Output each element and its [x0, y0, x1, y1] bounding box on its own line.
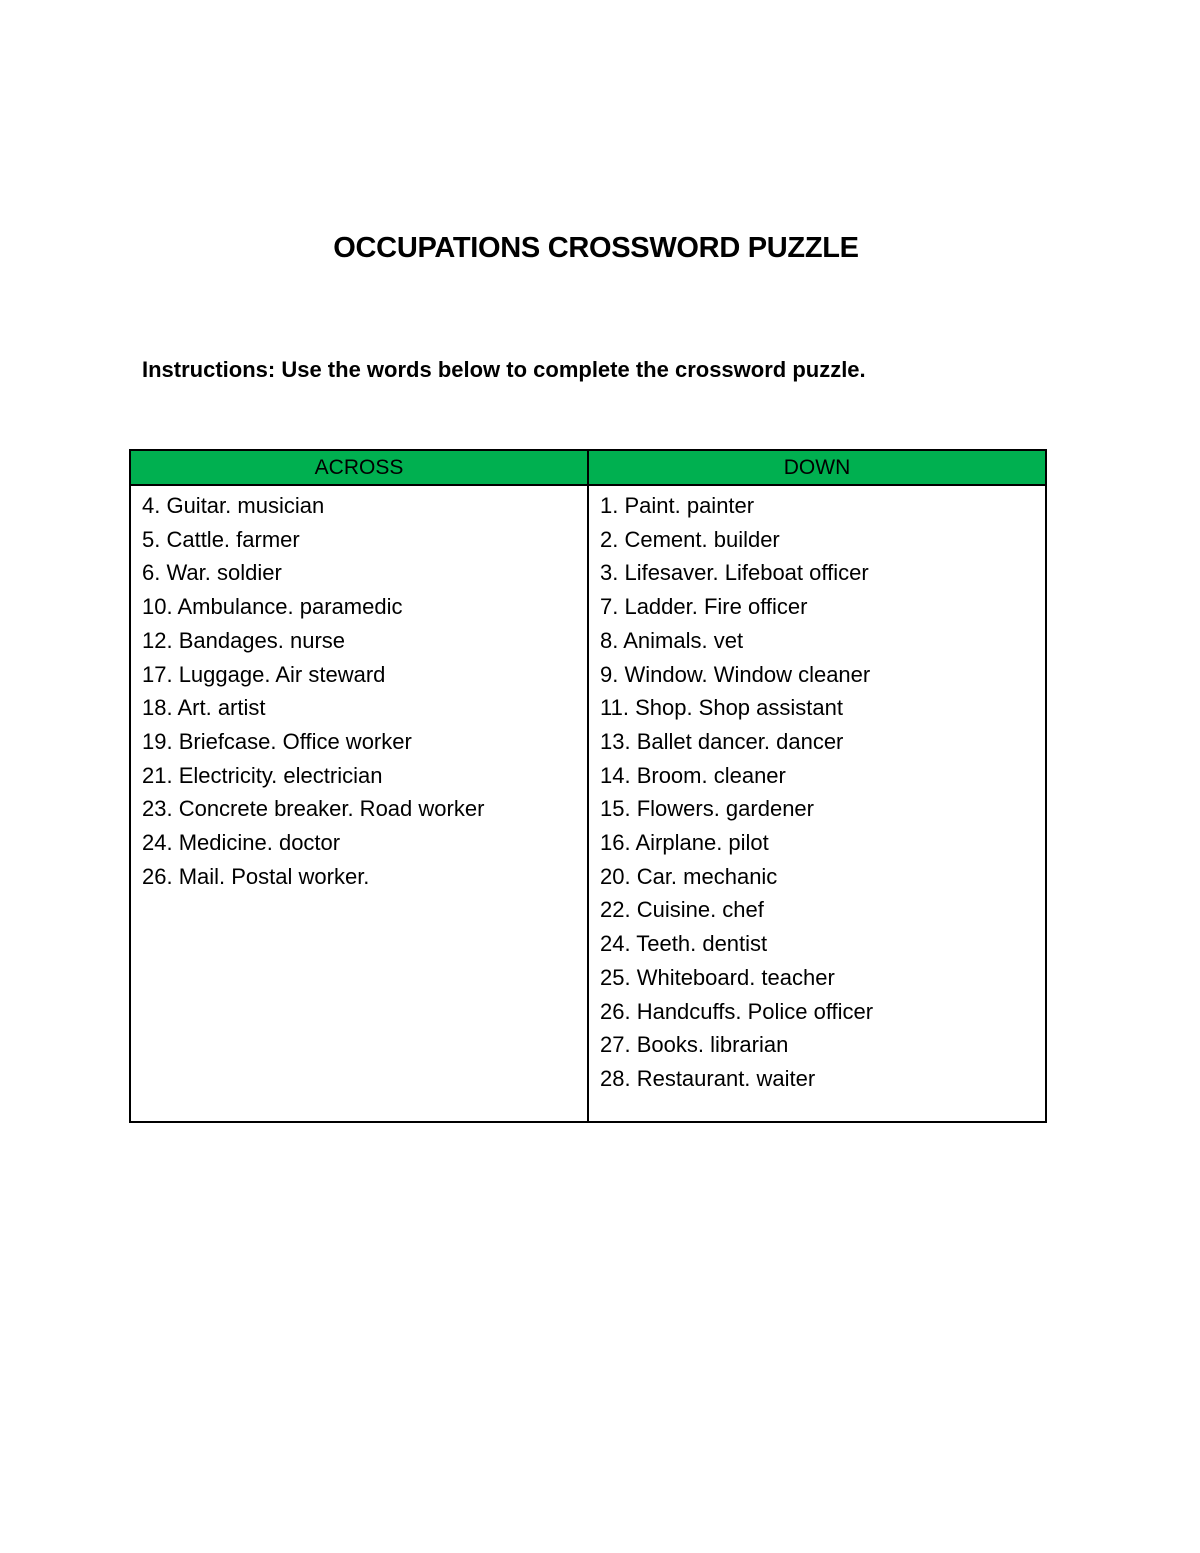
- down-clue: 1. Paint. painter: [600, 493, 755, 518]
- down-clue: 28. Restaurant. waiter: [600, 1065, 816, 1091]
- down-clue: 16. Airplane. pilot: [600, 830, 769, 856]
- clue-table: [129, 449, 1047, 1123]
- down-clue: 7. Ladder. Fire officer: [600, 594, 808, 620]
- across-clue: 5. Cattle. farmer: [142, 526, 300, 552]
- down-clue: 26. Handcuffs. Police officer: [600, 998, 874, 1024]
- across-clue: 10. Ambulance. paramedic: [142, 594, 403, 620]
- down-clue: 9. Window. Window cleaner: [600, 661, 871, 687]
- across-clue: 6. War. soldier: [142, 560, 282, 586]
- across-clue: 19. Briefcase. Office worker: [142, 728, 412, 754]
- down-clue: 13. Ballet dancer. dancer: [600, 728, 844, 754]
- down-clue: 11. Shop. Shop assistant: [600, 695, 843, 721]
- down-clue: 25. Whiteboard. teacher: [600, 964, 835, 990]
- clue-table-body-row: [130, 485, 1046, 1122]
- down-clue: 27. Books. librarian: [600, 1032, 789, 1058]
- across-clue-list: [142, 489, 577, 893]
- across-clue: 4. Guitar. musician: [142, 493, 325, 518]
- across-clue: 26. Mail. Postal worker.: [142, 863, 370, 889]
- across-clue: 18. Art. artist: [142, 695, 266, 721]
- across-header: ACROSS: [130, 450, 588, 485]
- down-column: [588, 485, 1046, 1122]
- page-title: OCCUPATIONS CROSSWORD PUZZLE: [333, 232, 859, 264]
- instructions-text: Instructions: Use the words below to complete the crossword puzzle.: [142, 357, 866, 382]
- down-clue: 15. Flowers. gardener: [600, 796, 814, 822]
- down-clue: 3. Lifesaver. Lifeboat officer: [600, 560, 869, 586]
- down-clue: 24. Teeth. dentist: [600, 931, 768, 957]
- across-clue: 17. Luggage. Air steward: [142, 661, 386, 687]
- down-clue: 2. Cement. builder: [600, 526, 780, 552]
- down-clue: 22. Cuisine. chef: [600, 897, 764, 923]
- down-header: DOWN: [588, 450, 1046, 485]
- clue-table-header-row: [130, 450, 1046, 485]
- down-clue: 8. Animals. vet: [600, 627, 744, 653]
- across-clue: 12. Bandages. nurse: [142, 627, 346, 653]
- across-clue: 23. Concrete breaker. Road worker: [142, 796, 485, 822]
- across-column: [130, 485, 588, 1122]
- down-clue-list: [600, 489, 1035, 1096]
- down-clue: 20. Car. mechanic: [600, 863, 778, 889]
- across-clue: 24. Medicine. doctor: [142, 830, 341, 856]
- down-clue: 14. Broom. cleaner: [600, 762, 786, 788]
- across-clue: 21. Electricity. electrician: [142, 762, 383, 788]
